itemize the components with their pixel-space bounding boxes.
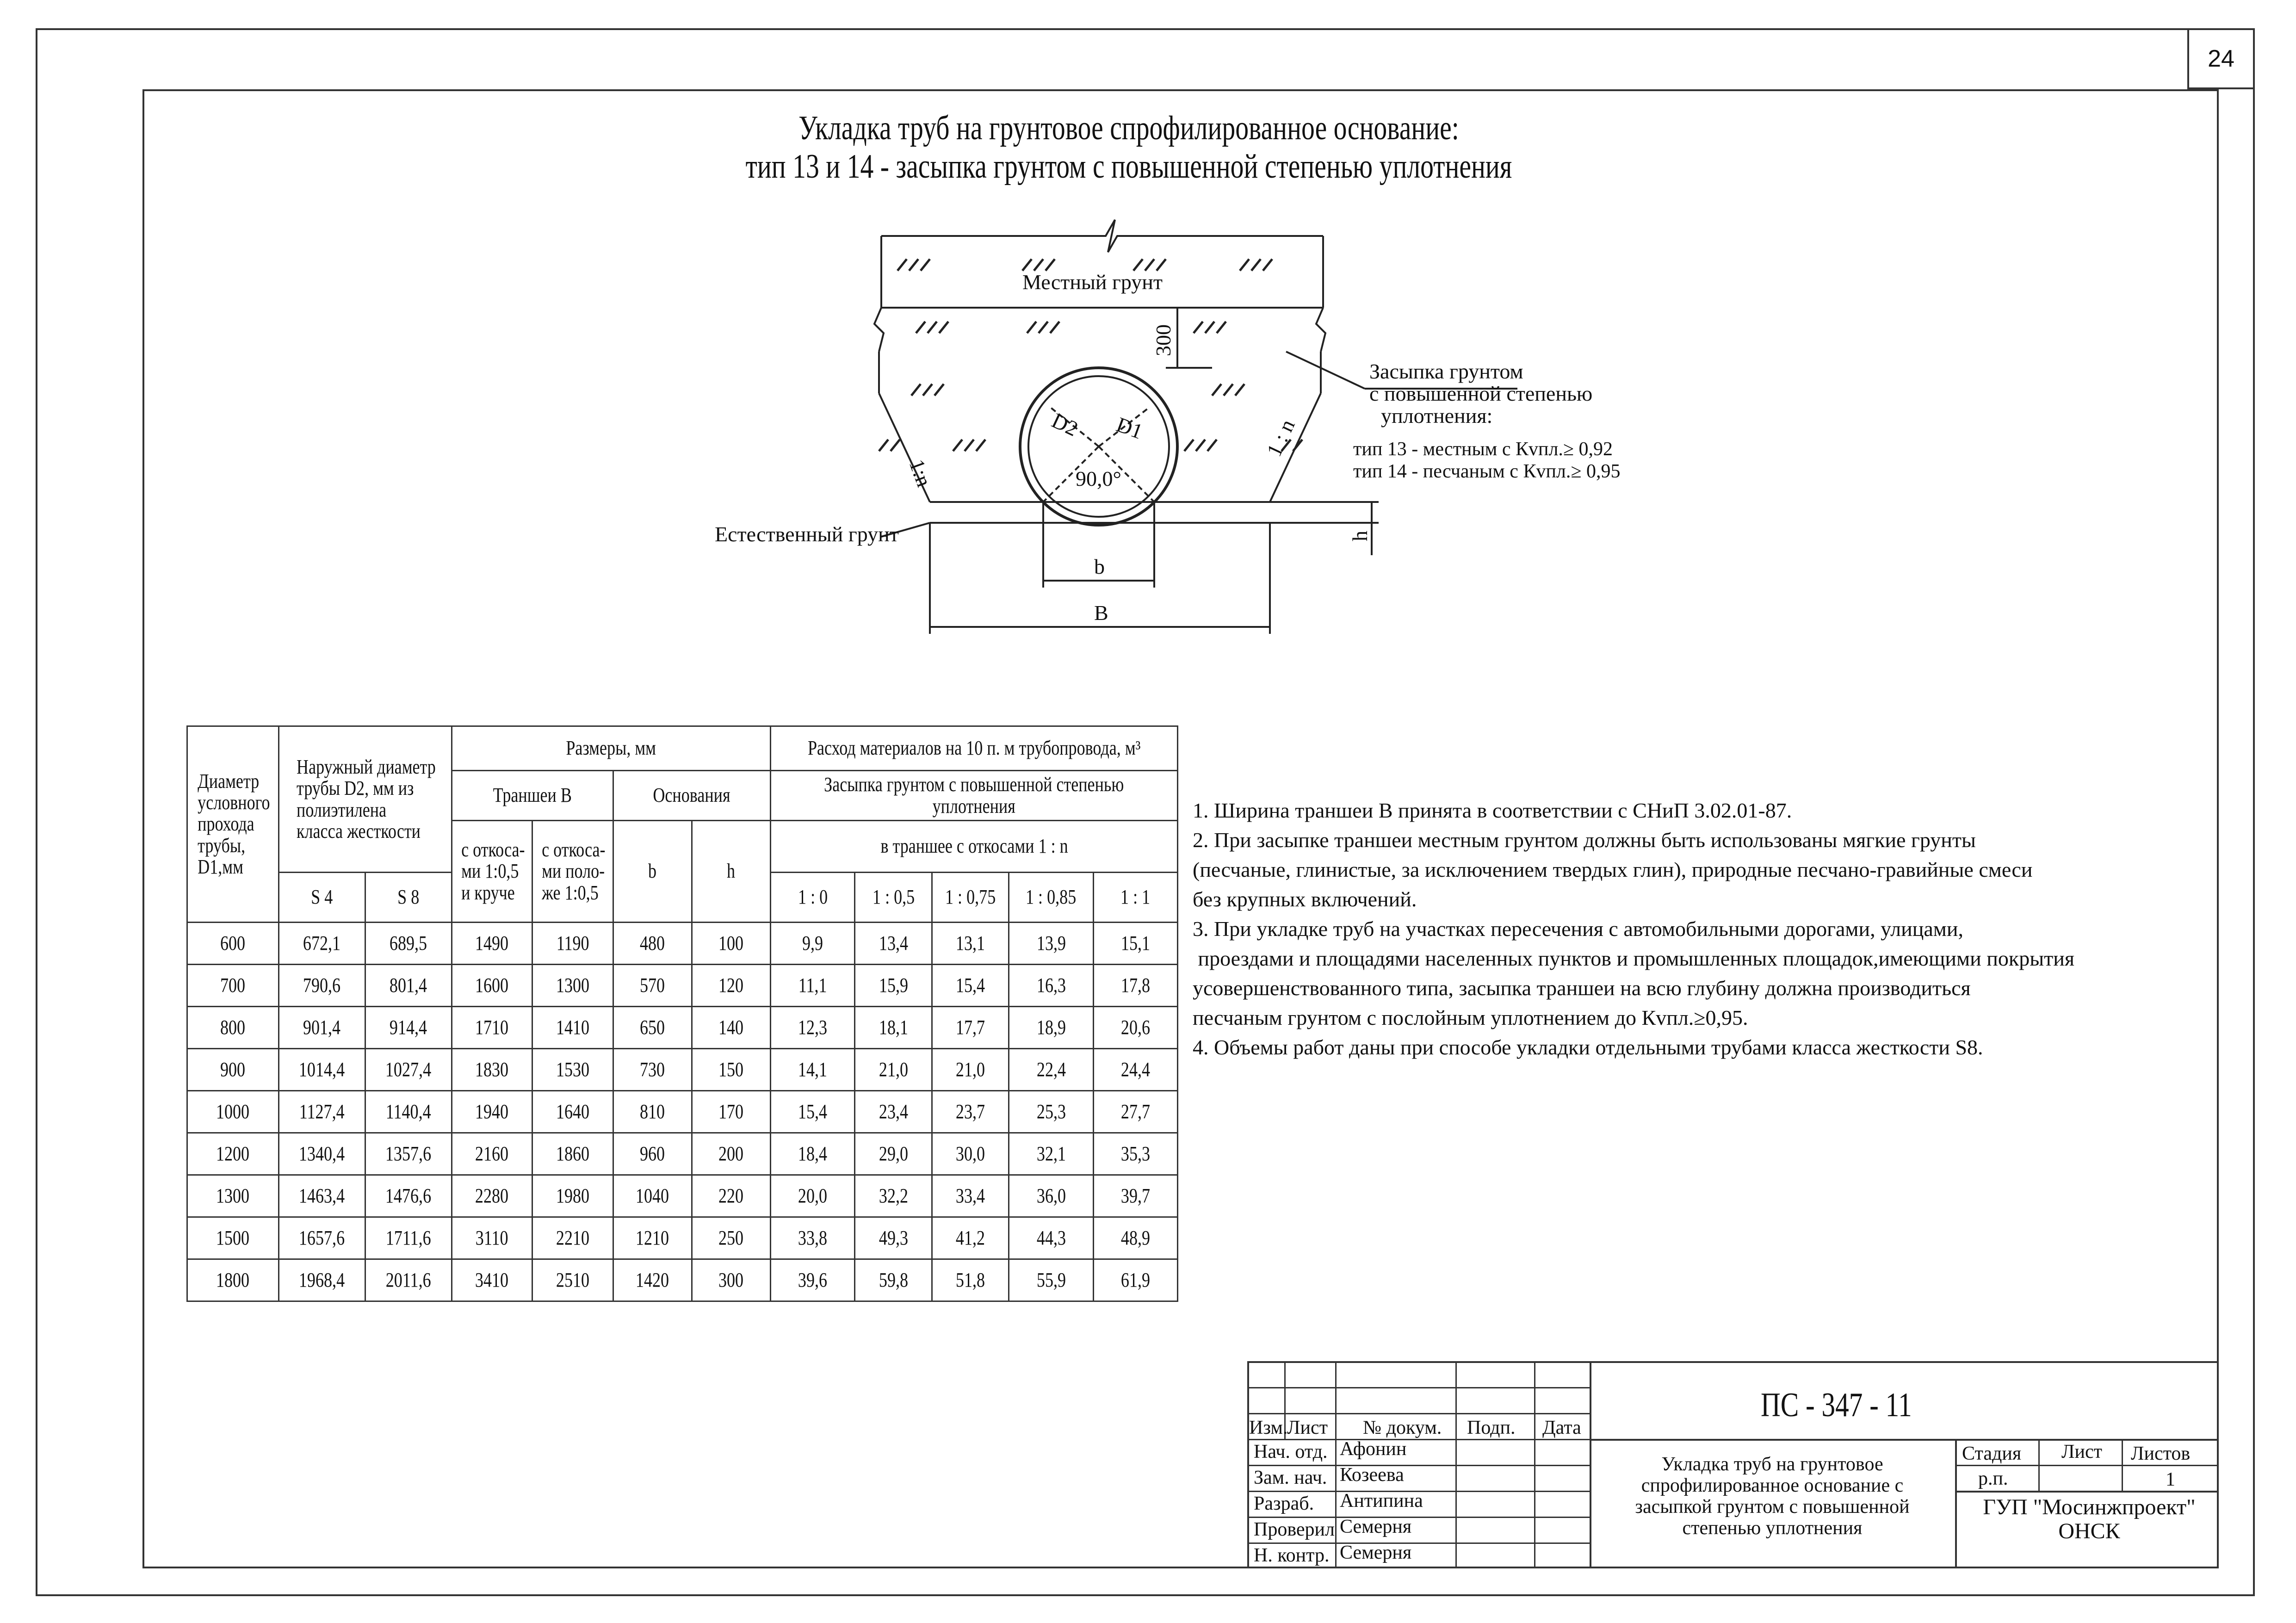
left-break-mark: [874, 308, 884, 352]
table-cell: 1340,4: [278, 1133, 365, 1175]
table-cell: 901,4: [278, 1007, 365, 1049]
table-cell: 23,7: [932, 1091, 1009, 1133]
right-break-mark: [1316, 308, 1325, 352]
dim-h-label: h: [1348, 531, 1372, 541]
document-title: Укладка труб на грунтовое спрофилированное основание с засыпкой грунтом с повышенной степенью уплотнения: [1635, 1454, 1910, 1539]
table-cell: 32,2: [855, 1175, 932, 1217]
table-cell: 120: [692, 965, 770, 1007]
title-line-1: Укладка труб на грунтовое спрофилированное основание:: [798, 109, 1459, 147]
table-cell: 1410: [532, 1007, 613, 1049]
role-norm-control: Н. контр.: [1254, 1545, 1330, 1566]
table-cell: 1940: [452, 1091, 532, 1133]
header-ratio-0: 1 : 0: [770, 873, 855, 923]
table-cell: 29,0: [855, 1133, 932, 1175]
table-cell: 1980: [532, 1175, 613, 1217]
table-cell: 35,3: [1093, 1133, 1178, 1175]
table-cell: 800: [187, 1007, 279, 1049]
role-developer: Разраб.: [1254, 1493, 1314, 1514]
header-sizes: Размеры, мм: [452, 726, 770, 771]
notes-block: [1193, 796, 2164, 1062]
table-cell: 21,0: [932, 1049, 1009, 1091]
table-cell: 300: [692, 1259, 770, 1301]
table-cell: 48,9: [1093, 1217, 1178, 1259]
table-cell: 250: [692, 1217, 770, 1259]
table-cell: 2011,6: [365, 1259, 452, 1301]
table-cell: 1127,4: [278, 1091, 365, 1133]
backfill-label-1: Засыпка грунтом: [1369, 359, 1523, 383]
note-line: 3. При укладке труб на участках пересечения с автомобильными дорогами, улицами,: [1193, 917, 1963, 941]
backfill-leader: [1286, 352, 1365, 389]
header-trench: Траншеи В: [452, 771, 613, 821]
table-cell: 25,3: [1009, 1091, 1094, 1133]
table-cell: 9,9: [770, 923, 855, 965]
note-line: 2. При засыпке траншеи местным грунтом должны быть использованы мягкие грунты: [1193, 828, 1976, 852]
table-cell: 17,8: [1093, 965, 1178, 1007]
ground-surface-line: [881, 220, 1323, 252]
table-cell: 1000: [187, 1091, 279, 1133]
slope-right-label: 1 : n: [1262, 415, 1300, 460]
table-cell: 22,4: [1009, 1049, 1094, 1091]
table-cell: 1420: [613, 1259, 692, 1301]
header-outer-diameter: Наружный диаметр трубы D2, мм из полиэтилена класса жесткости: [278, 726, 452, 873]
document-code: ПС - 347 - 11: [1761, 1386, 1912, 1424]
header-backfill: Засыпка грунтом с повышенной степенью уплотнения: [770, 771, 1177, 821]
table-cell: 480: [613, 923, 692, 965]
table-row: [187, 1133, 1178, 1175]
header-diameter: Диаметр условного прохода трубы, D1,мм: [187, 726, 279, 923]
stage-value: р.п.: [1978, 1468, 2008, 1489]
table-cell: 2160: [452, 1133, 532, 1175]
table-cell: 15,4: [932, 965, 1009, 1007]
header-s4: S 4: [278, 873, 365, 923]
organization: ГУП "Мосинжпроект" ОНСК: [1983, 1495, 2196, 1543]
table-cell: 1500: [187, 1217, 279, 1259]
type13-label: тип 13 - местным с Кvпл.≥ 0,92: [1353, 439, 1613, 460]
table-cell: 1710: [452, 1007, 532, 1049]
table-cell: 3110: [452, 1217, 532, 1259]
pipe-d2-label: D2: [1048, 408, 1082, 441]
list-header: Лист: [2061, 1441, 2102, 1462]
table-cell: 1490: [452, 923, 532, 965]
table-row: [187, 1049, 1178, 1091]
table-cell: 140: [692, 1007, 770, 1049]
col-list: Лист: [1287, 1417, 1328, 1438]
table-cell: 3410: [452, 1259, 532, 1301]
dim-300-label: 300: [1151, 324, 1175, 356]
table-cell: 150: [692, 1049, 770, 1091]
local-soil-label: Местный грунт: [1022, 270, 1163, 294]
table-row: [187, 965, 1178, 1007]
lists-value: 1: [2166, 1469, 2175, 1490]
table-cell: 17,7: [932, 1007, 1009, 1049]
name-developer: Антипина: [1340, 1490, 1423, 1511]
table-cell: 570: [613, 965, 692, 1007]
table-cell: 23,4: [855, 1091, 932, 1133]
table-cell: 39,7: [1093, 1175, 1178, 1217]
header-ratio-085: 1 : 0,85: [1009, 873, 1094, 923]
dim-b-label: b: [1094, 555, 1105, 578]
table-cell: 21,0: [855, 1049, 932, 1091]
table-cell: 33,8: [770, 1217, 855, 1259]
table-cell: 15,9: [855, 965, 932, 1007]
note-line: проездами и площадями населенных пунктов и промышленных площадок,имеющими покрытия: [1193, 947, 2074, 970]
name-deputy: Козеева: [1340, 1464, 1404, 1486]
table-cell: 220: [692, 1175, 770, 1217]
table-cell: 41,2: [932, 1217, 1009, 1259]
table-row: [187, 1217, 1178, 1259]
table-cell: 44,3: [1009, 1217, 1094, 1259]
table-cell: 2510: [532, 1259, 613, 1301]
header-b: b: [613, 821, 692, 923]
table-row: [187, 1175, 1178, 1217]
table-cell: 672,1: [278, 923, 365, 965]
table-cell: 1640: [532, 1091, 613, 1133]
table-cell: 55,9: [1009, 1259, 1094, 1301]
slope-left-label: 1:n: [904, 456, 936, 490]
stage-header: Стадия: [1962, 1443, 2022, 1464]
table-cell: 1830: [452, 1049, 532, 1091]
pipe-d1-label: D1: [1113, 412, 1146, 444]
table-cell: 12,3: [770, 1007, 855, 1049]
table-cell: 36,0: [1009, 1175, 1094, 1217]
table-cell: 32,1: [1009, 1133, 1094, 1175]
title-line-2: тип 13 и 14 - засыпка грунтом с повышенной степенью уплотнения: [745, 148, 1512, 186]
col-izm: Изм.: [1249, 1417, 1288, 1438]
header-slope-steep: с откоса- ми 1:0,5 и круче: [452, 821, 532, 923]
table-cell: 13,1: [932, 923, 1009, 965]
table-cell: 1476,6: [365, 1175, 452, 1217]
table-cell: 20,6: [1093, 1007, 1178, 1049]
table-cell: 100: [692, 923, 770, 965]
table-cell: 14,1: [770, 1049, 855, 1091]
name-checker: Семерня: [1340, 1516, 1412, 1537]
table-cell: 24,4: [1093, 1049, 1178, 1091]
header-s8: S 8: [365, 873, 452, 923]
table-cell: 20,0: [770, 1175, 855, 1217]
header-h: h: [692, 821, 770, 923]
sheet-number: 24: [2187, 28, 2255, 89]
table-cell: 600: [187, 923, 279, 965]
backfill-label-3: уплотнения:: [1381, 404, 1493, 427]
table-cell: 2210: [532, 1217, 613, 1259]
table-cell: 30,0: [932, 1133, 1009, 1175]
note-line: песчаным грунтом с послойным уплотнением до Кvпл.≥0,95.: [1193, 1006, 1748, 1029]
table-cell: 1860: [532, 1133, 613, 1175]
header-consumption: Расход материалов на 10 п. м трубопровода, м³: [770, 726, 1177, 771]
table-cell: 2280: [452, 1175, 532, 1217]
backfill-label-2: с повышенной степенью: [1369, 382, 1593, 405]
table-cell: 730: [613, 1049, 692, 1091]
header-ratio-075: 1 : 0,75: [932, 873, 1009, 923]
table-cell: 13,4: [855, 923, 932, 965]
table-cell: 1210: [613, 1217, 692, 1259]
table-row: [187, 1007, 1178, 1049]
table-cell: 900: [187, 1049, 279, 1091]
table-cell: 1040: [613, 1175, 692, 1217]
note-line: усовершенствованного типа, засыпка траншеи на всю глубину должна производиться: [1193, 976, 1971, 1000]
table-cell: 689,5: [365, 923, 452, 965]
table-cell: 1300: [532, 965, 613, 1007]
table-cell: 1711,6: [365, 1217, 452, 1259]
table-cell: 1800: [187, 1259, 279, 1301]
table-cell: 18,4: [770, 1133, 855, 1175]
name-norm-control: Семерня: [1340, 1542, 1412, 1563]
table-cell: 1300: [187, 1175, 279, 1217]
col-doc-number: № докум.: [1363, 1417, 1442, 1438]
table-body: [187, 923, 1178, 1301]
table-cell: 914,4: [365, 1007, 452, 1049]
role-deputy: Зам. нач.: [1254, 1467, 1327, 1488]
title-block: [1247, 1361, 2219, 1568]
angle-label: 90,0°: [1076, 467, 1121, 490]
table-cell: 33,4: [932, 1175, 1009, 1217]
table-cell: 1140,4: [365, 1091, 452, 1133]
header-ratio-1: 1 : 1: [1093, 873, 1178, 923]
table-cell: 801,4: [365, 965, 452, 1007]
table-cell: 15,4: [770, 1091, 855, 1133]
note-line: без крупных включений.: [1193, 887, 1417, 911]
table-cell: 27,7: [1093, 1091, 1178, 1133]
table-cell: 16,3: [1009, 965, 1094, 1007]
table-cell: 170: [692, 1091, 770, 1133]
table-cell: 1190: [532, 923, 613, 965]
table-row: [187, 1259, 1178, 1301]
table-cell: 200: [692, 1133, 770, 1175]
table-cell: 51,8: [932, 1259, 1009, 1301]
name-head: Афонин: [1340, 1438, 1407, 1460]
table-cell: 810: [613, 1091, 692, 1133]
table-cell: 11,1: [770, 965, 855, 1007]
lists-header: Листов: [2131, 1443, 2191, 1464]
table-cell: 1600: [452, 965, 532, 1007]
table-cell: 1968,4: [278, 1259, 365, 1301]
header-trench-slopes: в траншее с откосами 1 : n: [770, 821, 1177, 873]
table-row: [187, 923, 1178, 965]
header-base: Основания: [613, 771, 770, 821]
col-signature: Подп.: [1467, 1417, 1516, 1438]
table-cell: 49,3: [855, 1217, 932, 1259]
type14-label: тип 14 - песчаным с Кvпл.≥ 0,95: [1353, 461, 1621, 482]
table-cell: 59,8: [855, 1259, 932, 1301]
table-cell: 18,1: [855, 1007, 932, 1049]
table-cell: 39,6: [770, 1259, 855, 1301]
note-line: (песчаные, глинистые, за исключением твердых глин), природные песчано-гравийные смеси: [1193, 858, 2033, 881]
header-ratio-05: 1 : 0,5: [855, 873, 932, 923]
table-cell: 700: [187, 965, 279, 1007]
table-cell: 1014,4: [278, 1049, 365, 1091]
table-cell: 13,9: [1009, 923, 1094, 965]
dimensions-table: [186, 725, 1178, 1302]
table-cell: 1530: [532, 1049, 613, 1091]
note-line: 1. Ширина траншеи В принята в соответствии с СНиП 3.02.01-87.: [1193, 799, 1792, 822]
table-cell: 1657,6: [278, 1217, 365, 1259]
table-cell: 1027,4: [365, 1049, 452, 1091]
table-cell: 61,9: [1093, 1259, 1178, 1301]
table-cell: 15,1: [1093, 923, 1178, 965]
table-cell: 18,9: [1009, 1007, 1094, 1049]
table-cell: 1357,6: [365, 1133, 452, 1175]
dim-B-label: B: [1094, 601, 1108, 625]
table-row: [187, 1091, 1178, 1133]
table-cell: 1200: [187, 1133, 279, 1175]
table-cell: 790,6: [278, 965, 365, 1007]
table-cell: 650: [613, 1007, 692, 1049]
header-slope-gentle: с откоса- ми поло- же 1:0,5: [532, 821, 613, 923]
note-line: 4. Объемы работ даны при способе укладки отдельными трубами класса жесткости S8.: [1193, 1035, 1983, 1059]
col-date: Дата: [1542, 1417, 1581, 1438]
natural-soil-label: Естественный грунт: [715, 522, 899, 546]
table-cell: 960: [613, 1133, 692, 1175]
role-checker: Проверил: [1254, 1519, 1335, 1540]
table-cell: 1463,4: [278, 1175, 365, 1217]
role-head: Нач. отд.: [1254, 1441, 1328, 1462]
